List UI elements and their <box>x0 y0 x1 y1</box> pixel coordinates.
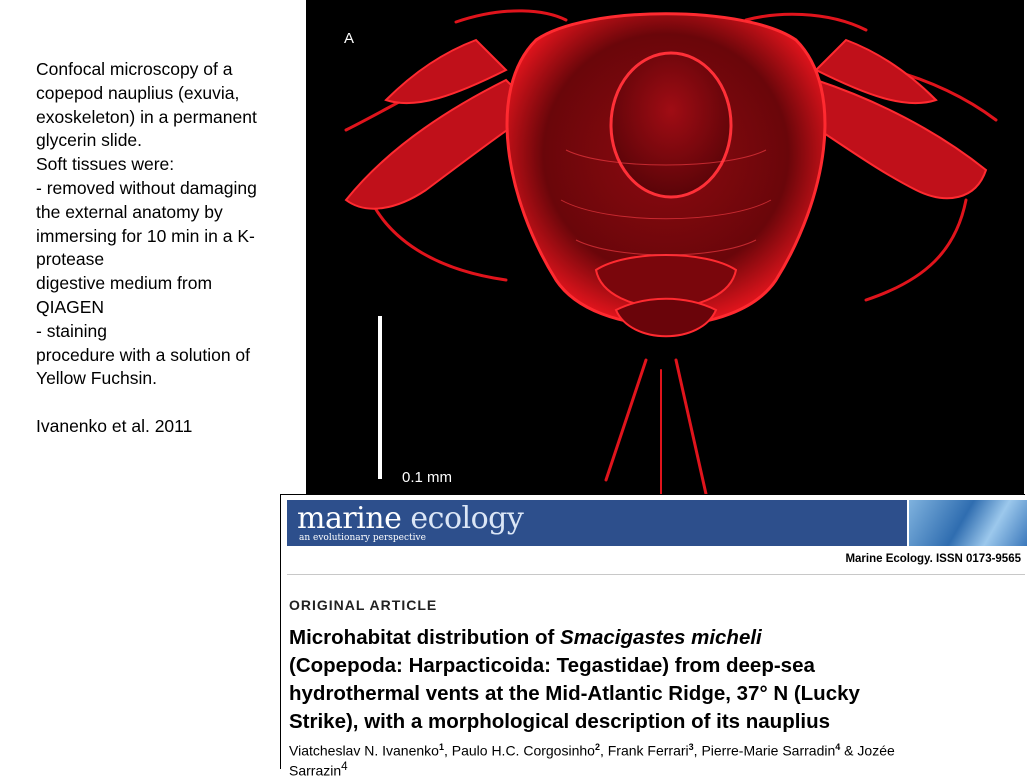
caption-line: immersing for 10 min in a K- <box>36 225 255 246</box>
caption-line: Yellow Fuchsin. <box>36 368 157 389</box>
article-title-line: (Copepoda: Harpacticoida: Tegastidae) from deep-sea <box>289 654 815 677</box>
journal-name <box>297 501 523 536</box>
caption-line: - removed without damaging <box>36 177 257 198</box>
article-kind: ORIGINAL ARTICLE <box>289 597 438 613</box>
caption-line: procedure with a solution of <box>36 344 251 365</box>
caption-line: digestive medium from <box>36 273 213 294</box>
caption-line: the external anatomy by <box>36 201 223 222</box>
divider <box>287 574 1025 575</box>
banner-image <box>907 500 1027 546</box>
caption-line: Confocal microscopy of a <box>36 59 233 79</box>
author-affiliation: 3 <box>688 742 694 752</box>
author-name: Jozée <box>857 742 895 759</box>
scale-bar <box>378 316 382 479</box>
nauplius-micrograph <box>306 0 1024 494</box>
author-separator: & <box>840 742 858 759</box>
caption-spacer <box>36 391 298 415</box>
author-separator: , <box>599 742 608 759</box>
article-title-line: Strike), with a morphological description of its nauplius <box>289 710 831 733</box>
journal-issn: Marine Ecology. ISSN 0173-9565 <box>845 553 1021 565</box>
nauplius-illustration <box>306 0 1024 494</box>
author-name: Viatcheslav N. Ivanenko <box>289 742 439 759</box>
caption-line: glycerin slide. <box>36 130 143 151</box>
author-list-continued <box>289 760 348 779</box>
author-separator: , <box>443 742 452 759</box>
author-list <box>289 742 895 759</box>
article-title <box>289 624 1019 736</box>
caption-line: protease <box>36 249 105 270</box>
caption-line: - staining <box>36 320 108 341</box>
author-name: Sarrazin <box>289 762 342 779</box>
panel-letter: A <box>344 30 355 47</box>
caption-line: exoskeleton) in a permanent <box>36 106 257 127</box>
caption-line: Soft tissues were: <box>36 154 175 175</box>
journal-name-part2: ecology <box>410 501 524 536</box>
caption-line: QIAGEN <box>36 296 105 317</box>
caption-line: copepod nauplius (exuvia, <box>36 82 240 103</box>
caption-text <box>36 58 298 439</box>
article-title-line <box>289 624 1019 652</box>
author-name: Pierre-Marie Sarradin <box>701 742 836 759</box>
journal-banner <box>287 500 1025 546</box>
author-affiliation: 4 <box>835 742 841 752</box>
scale-bar-label: 0.1 mm <box>402 469 453 486</box>
caption-citation: Ivanenko et al. 2011 <box>36 415 193 436</box>
journal-subtitle: an evolutionary perspective <box>299 533 426 543</box>
author-affiliation: 1 <box>438 742 444 752</box>
article-title-line: hydrothermal vents at the Mid-Atlantic Ridge, 37° N (Lucky <box>289 682 860 705</box>
article-header-clipping <box>280 494 1025 779</box>
journal-name-part1: marine <box>297 501 402 536</box>
author-separator: , <box>693 742 702 759</box>
author-affiliation: 2 <box>594 742 600 752</box>
species-name: Smacigastes micheli <box>560 626 762 649</box>
author-affiliation: 4 <box>341 760 348 773</box>
title-prefix: Microhabitat distribution of <box>289 626 561 649</box>
author-name: Frank Ferrari <box>607 742 689 759</box>
author-name: Paulo H.C. Corgosinho <box>451 742 595 759</box>
